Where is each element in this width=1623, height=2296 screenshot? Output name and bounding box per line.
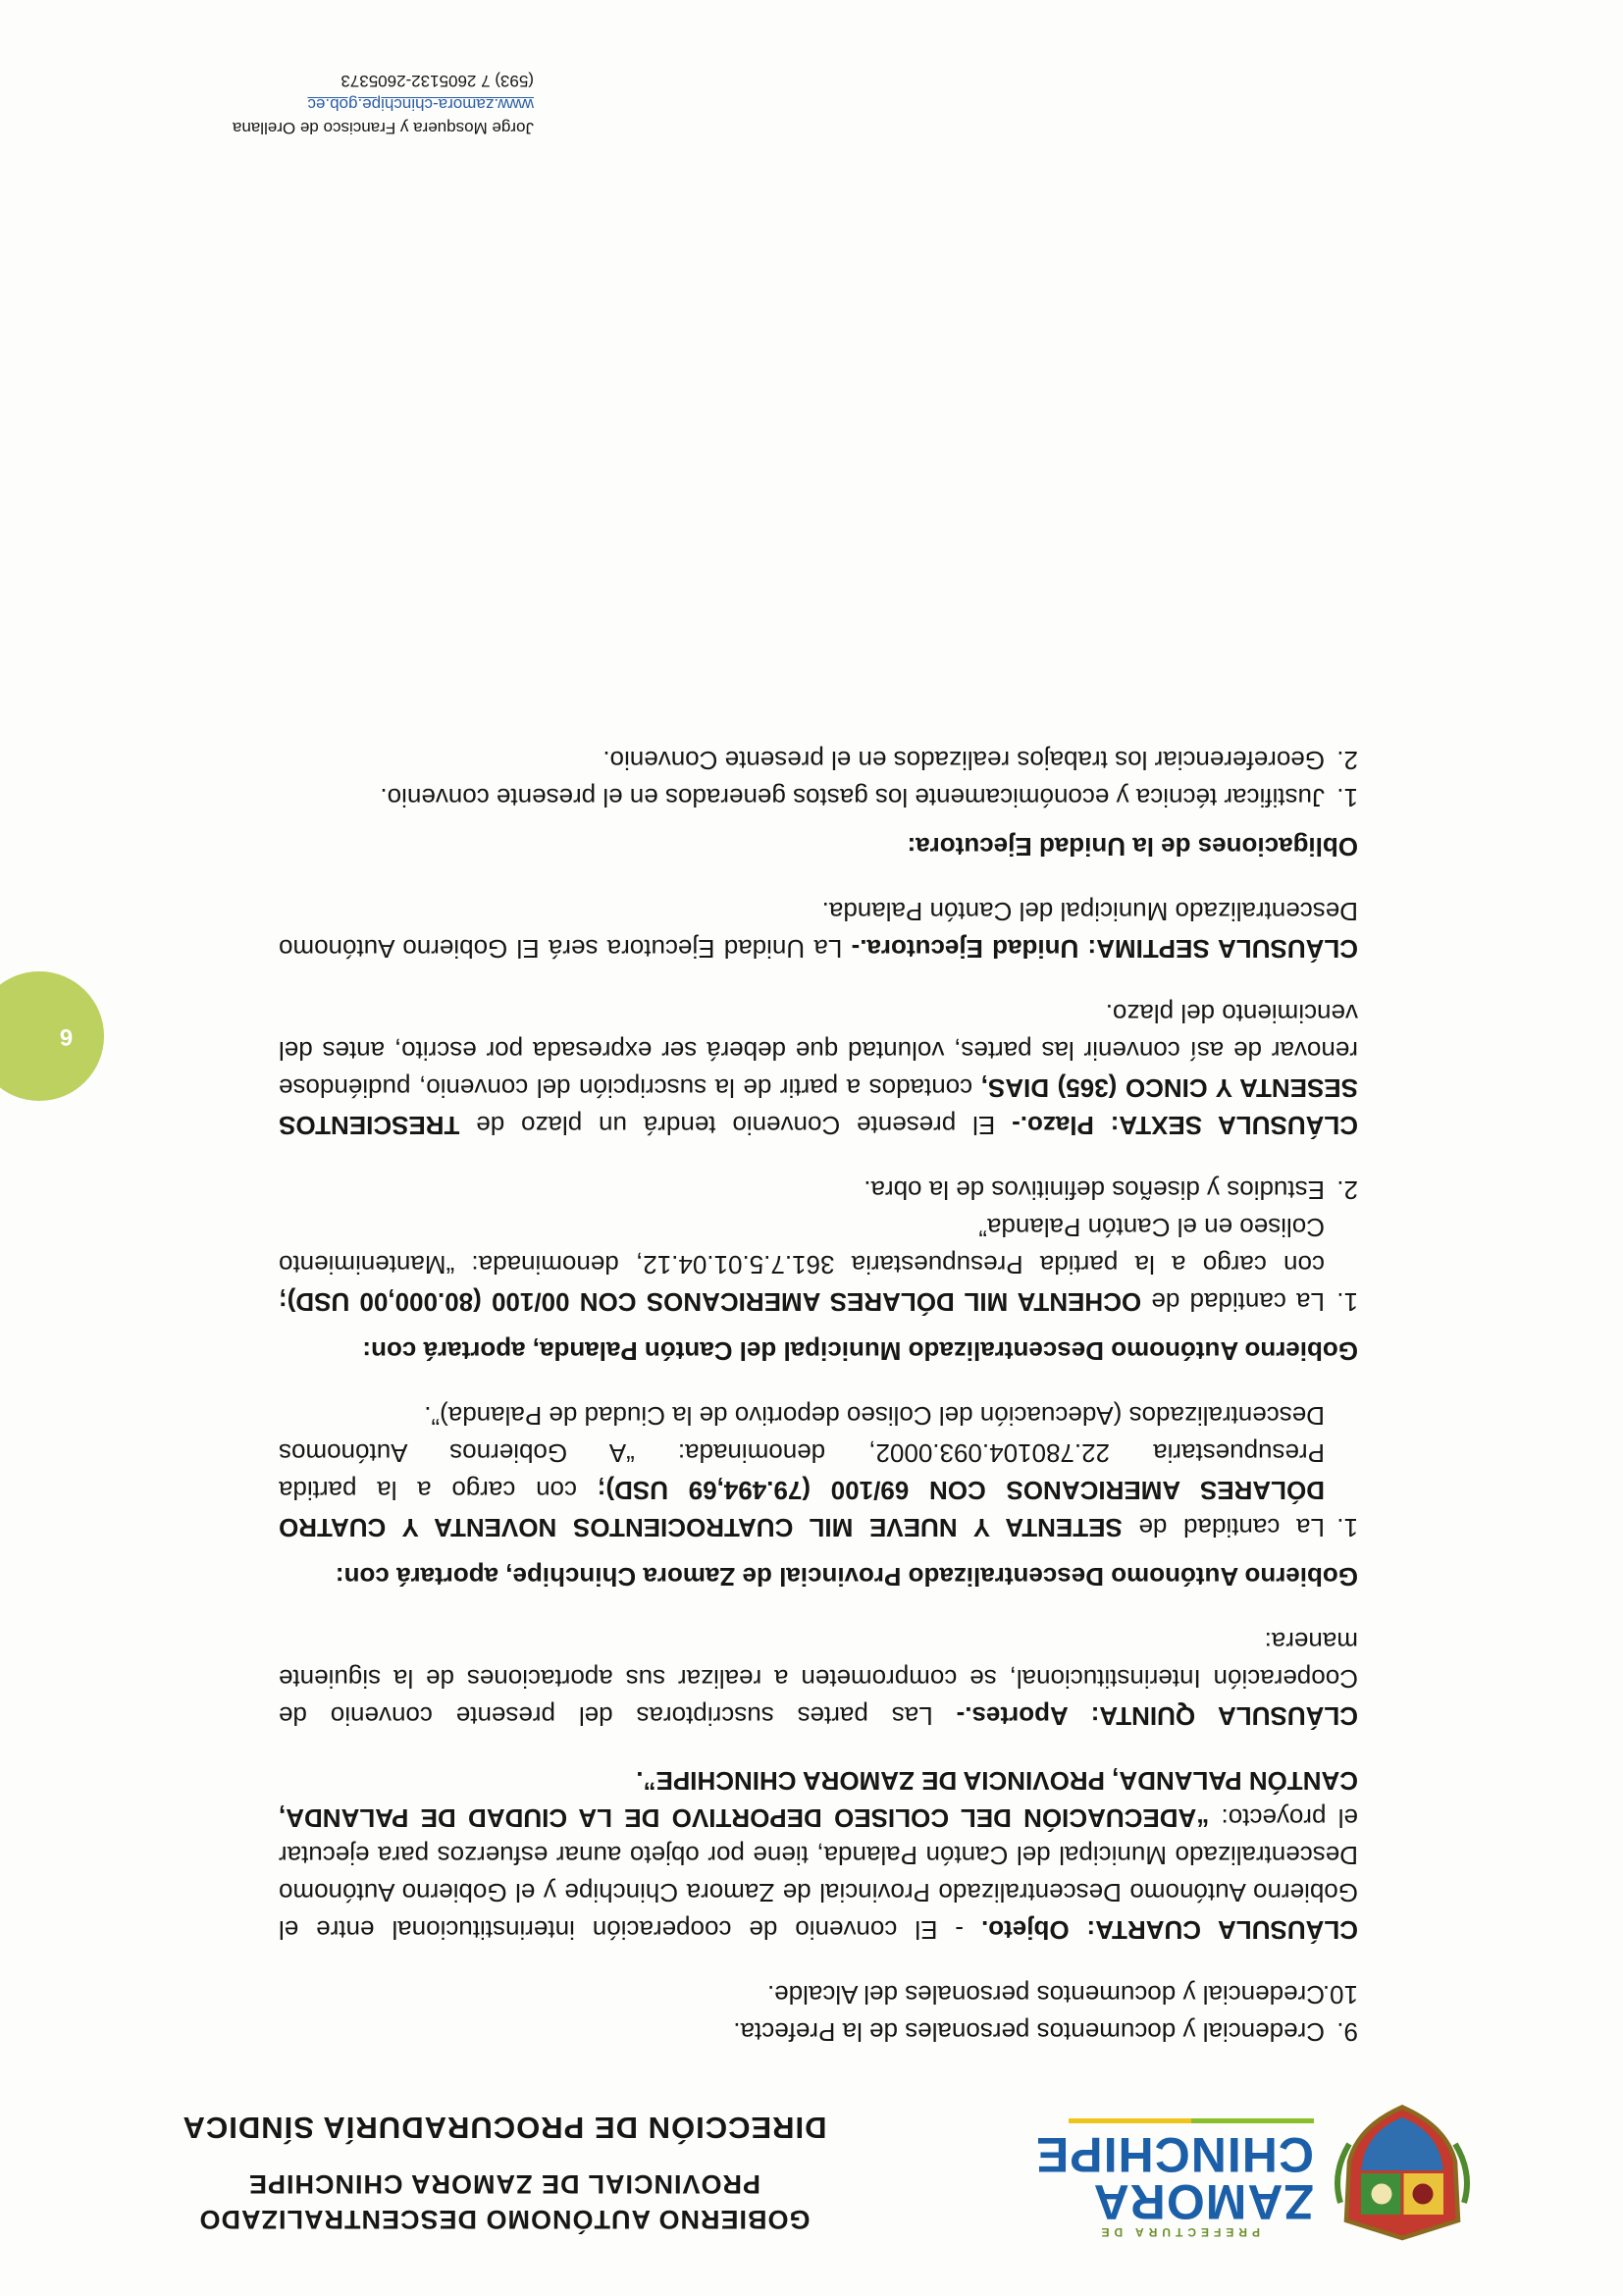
brand-color-bar <box>1069 2118 1314 2123</box>
amount-text: SETENTA Y NUEVE MIL CUATROCIENTOS NOVENTA Y CUATRO DÓLARES AMERICANOS CON 69/100 (79.494,69 USD); <box>278 1476 1325 1542</box>
clause-text: La Unidad Ejecutora será El Gobierno Autónomo Descentralizado Municipal del Cantón Palanda. <box>279 897 1358 964</box>
item-number: 1. <box>1336 1513 1358 1542</box>
list-item <box>279 742 1358 779</box>
prefectura-logo <box>887 2110 1476 2257</box>
letterhead <box>141 2090 1476 2257</box>
municipal-contribution-heading <box>279 1332 1358 1370</box>
item-text: Estudios y diseños definitivos de la obra. <box>864 1175 1325 1205</box>
section-heading: Obligaciones de la Unidad Ejecutora: <box>907 832 1358 861</box>
item-text: Credencial y documentos personales del Alcalde. <box>766 1980 1325 2009</box>
clause-heading: CLÁUSULA QUINTA: Aportes.- <box>956 1701 1358 1731</box>
term-text: TRESCIENTOS SESENTA Y CINCO (365) DIAS, <box>279 1073 1358 1140</box>
item-text: con cargo a la partida Presupuestaria 361.7.5.01.04.12, denominada: “Mantenimiento Coliseo en el Cantón Palanda” <box>279 1213 1325 1279</box>
item-number: 2. <box>1336 746 1358 775</box>
clause-heading: CLÁUSULA CUARTA: Objeto. <box>981 1915 1358 1945</box>
institution-line1: GOBIERNO AUTÓNOMO DESCENTRALIZADO <box>198 2205 811 2234</box>
brand-prefix: PREFECTURA DE <box>1096 2225 1260 2239</box>
list-item <box>279 1209 1358 1321</box>
institution-line2: PROVINCIAL DE ZAMORA CHINCHIPE <box>247 2169 761 2199</box>
footer-address: Jorge Mosquera y Francisco de Orellana <box>232 119 534 137</box>
party-tail: aportará con: <box>362 1336 533 1366</box>
item-number: 10. <box>1322 1980 1358 2009</box>
item-text: Justificar técnica y económicamente los gastos generados en el presente convenio. <box>380 783 1325 812</box>
clause-sixth <box>279 995 1358 1144</box>
clause-heading: CLÁUSULA SEPTIMA: Unidad Ejecutora.- <box>851 934 1358 964</box>
party-name: Gobierno Autónomo Descentralizado Municipal del Cantón Palanda, <box>532 1336 1358 1366</box>
list-item <box>279 1397 1358 1546</box>
item-number: 9. <box>1336 2017 1358 2047</box>
project-name: “ADECUACIÓN DEL COLISEO DEPORTIVO DE LA CIUDAD DE PALANDA, CANTÓN PALANDA, PROVINCIA DE ZAMORA CHINCHIPE”. <box>279 1766 1358 1833</box>
item-text: La cantidad de <box>1141 1287 1325 1317</box>
footer <box>233 69 534 139</box>
item-number: 2. <box>1336 1175 1358 1205</box>
clause-text: Las partes suscriptoras del presente convenio de Cooperación Interinstitucional, se comprometen a realizar sus aportaciones de la siguiente manera: <box>279 1627 1358 1731</box>
item-text: Georeferenciar los trabajos realizados en el presente Convenio. <box>602 746 1325 775</box>
clause-text: - El convenio de cooperación interinstitucional entre el Gobierno Autónomo Descentralizado Provincial de Zamora Chinchipe y el Gobierno Autónomo Descentralizado Municipal del Cantón Palanda, tiene por objeto aunar esfuerzos para ejecutar el proyecto: <box>279 1803 1358 1945</box>
party-tail: aportará con: <box>335 1562 506 1592</box>
list-item <box>279 1976 1358 2013</box>
clause-fourth <box>279 1762 1358 1949</box>
clause-seventh <box>279 893 1358 967</box>
item-number: 1. <box>1336 783 1358 812</box>
page-number: 6 <box>59 1023 74 1050</box>
party-name: Gobierno Autónomo Descentralizado Provincial de Zamora Chinchipe, <box>505 1562 1358 1592</box>
coat-of-arms-icon <box>1329 2100 1476 2247</box>
footer-phone: (593) 7 2605132-2605373 <box>340 72 534 90</box>
brand-wordmark <box>1035 2118 1314 2239</box>
clause-heading: CLÁUSULA SEXTA: Plazo.- <box>1012 1111 1358 1140</box>
document-body <box>279 742 1358 2051</box>
list-item <box>279 779 1358 816</box>
list-item <box>279 1172 1358 1209</box>
clause-text: El presente Convenio tendrá un plazo de <box>459 1111 1013 1140</box>
item-text: con cargo a la partida Presupuestaria 22.780104.093.0002, denominada: “A Gobiernos Autónomos Descentralizados (Adecuación del Coliseo deportivo de la Ciudad de Palanda)”. <box>279 1401 1325 1505</box>
clause-text: contados a partir de la suscripción del convenio, pudiéndose renovar de así convenir las partes, voluntad que deberá ser expresada por escrito, antes del vencimiento del plazo. <box>279 999 1358 1103</box>
page-number-badge <box>0 971 104 1101</box>
footer-website-link[interactable]: www.zamora-chinchipe.gob.ec <box>307 95 534 114</box>
provincial-contribution-heading <box>279 1558 1358 1595</box>
brand-name-line2: CHINCHIPE <box>1034 2127 1314 2182</box>
list-item <box>279 2013 1358 2051</box>
brand-name-line1: ZAMORA <box>1092 2174 1314 2229</box>
obligations-heading <box>279 828 1358 865</box>
institution-heading <box>151 2110 858 2237</box>
item-text: La cantidad de <box>1122 1513 1325 1542</box>
item-number: 1. <box>1336 1287 1358 1317</box>
item-text: Credencial y documentos personales de la Prefecta. <box>733 2017 1325 2047</box>
department-title: DIRECCIÓN DE PROCURADURÍA SÍNDICA <box>182 2111 827 2145</box>
clause-fifth <box>279 1623 1358 1735</box>
amount-text: OCHENTA MIL DÓLARES AMERICANOS CON 00/100 (80.000,00 USD); <box>279 1287 1142 1317</box>
